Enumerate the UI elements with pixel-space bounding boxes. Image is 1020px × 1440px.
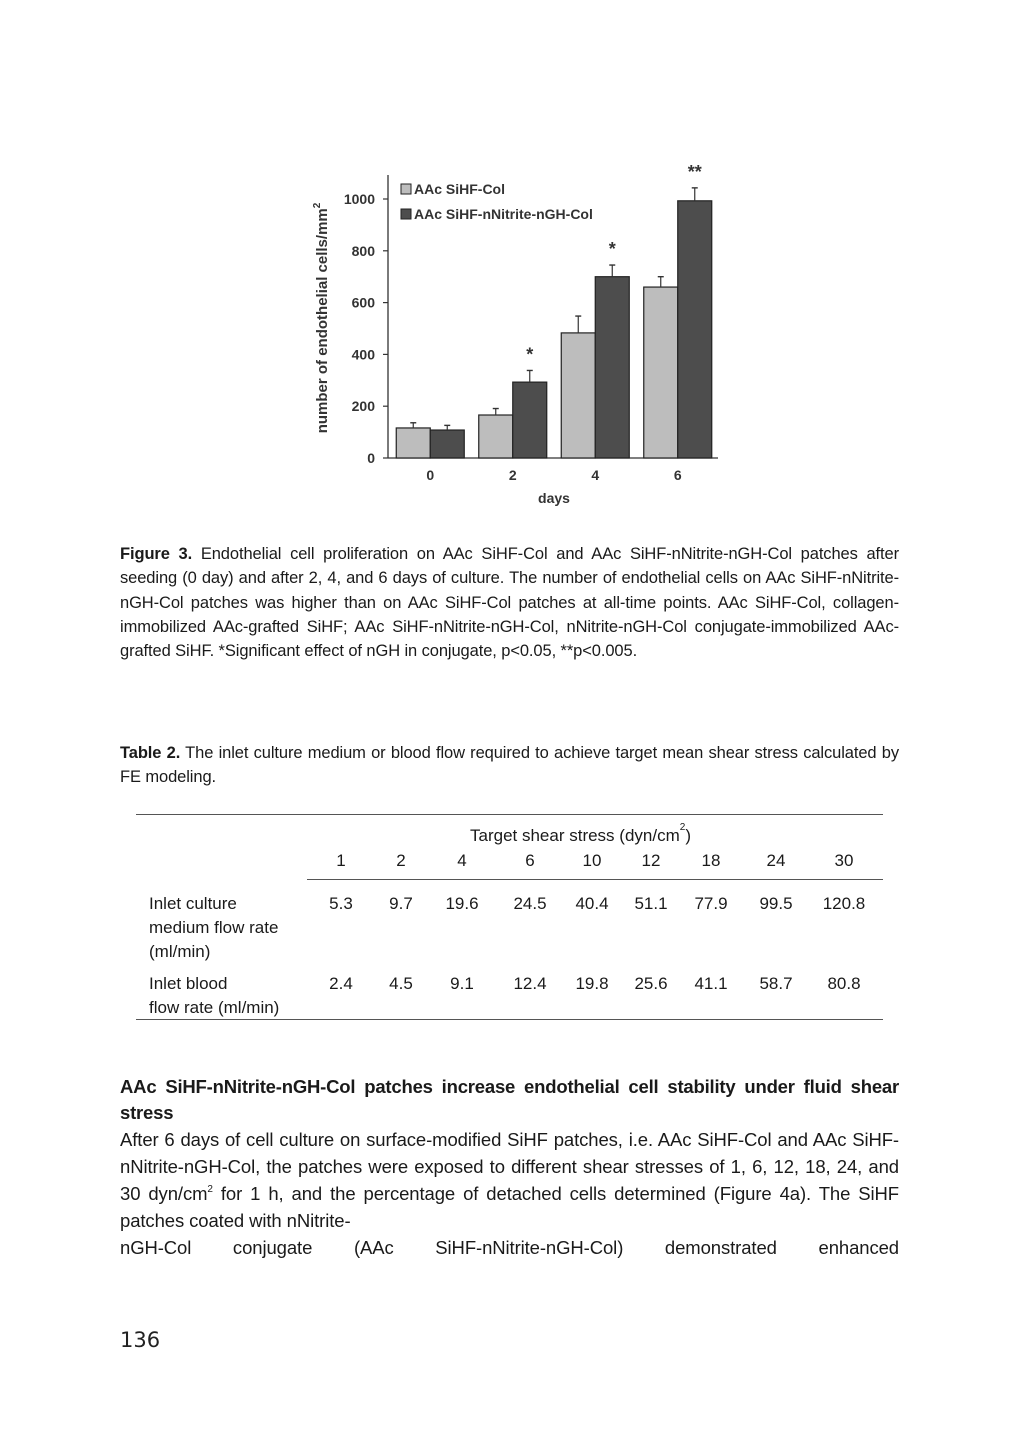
- table-cell: 40.4: [575, 894, 609, 913]
- column-header: 2: [396, 851, 406, 870]
- y-tick-label: 600: [351, 294, 375, 311]
- y-tick-label: 0: [367, 450, 375, 466]
- chart-svg: [300, 160, 730, 510]
- column-header: 18: [701, 851, 721, 870]
- row-label-line: (ml/min): [149, 942, 211, 961]
- row-label-line: medium flow rate: [149, 918, 279, 937]
- legend-label: AAc SiHF-Col: [414, 181, 505, 197]
- column-header: 12: [641, 851, 661, 870]
- legend-label: AAc SiHF-nNitrite-nGH-Col: [414, 206, 593, 222]
- bar-sihf-col-day-6: [644, 287, 678, 458]
- significance-marker: **: [687, 161, 702, 182]
- significance-marker: *: [526, 344, 534, 365]
- row-label-line: flow rate (ml/min): [149, 998, 280, 1017]
- column-header: 30: [834, 851, 854, 870]
- x-tick-label: 2: [508, 467, 517, 483]
- body-sup: 2: [207, 1184, 213, 1195]
- table-caption-text: The inlet culture medium or blood flow required to achieve target mean shear stress calculated by FE modeling.: [120, 744, 899, 787]
- section-body: [120, 1126, 899, 1261]
- x-axis-label: days: [538, 490, 570, 506]
- group-header-text: Target shear stress (dyn/cm: [470, 826, 680, 845]
- bar-sihf-nnitrite-day-2: [513, 382, 547, 458]
- table-cell: 24.5: [513, 894, 547, 913]
- table-cell: 41.1: [694, 974, 728, 993]
- x-tick-label: 4: [591, 467, 600, 483]
- column-header: 4: [457, 851, 467, 870]
- table-cell: 9.7: [389, 894, 413, 913]
- data-table: [136, 814, 883, 1020]
- y-tick-label: 1000: [343, 191, 375, 207]
- group-header-sup: 2: [679, 822, 686, 833]
- legend-swatch: [401, 184, 411, 194]
- table-cell: 4.5: [389, 974, 413, 993]
- row-label: [149, 892, 278, 964]
- table-cell: 9.1: [450, 974, 474, 993]
- column-header: 1: [336, 851, 346, 870]
- body-text-part1: After 6 days of cell culture on surface-modified SiHF patches, i.e. AAc SiHF-Col and AAc SiHF-nNitrite-nGH-Col, the patches were exposed to different shear stresses of 1, 6, 12, 18, 24, and 30 dyn/cm: [120, 1129, 899, 1204]
- chart-legend: [401, 181, 593, 222]
- page-number: 136: [120, 1328, 161, 1352]
- column-header: 10: [582, 851, 602, 870]
- table-cell: 120.8: [822, 894, 866, 913]
- significance-marker: *: [608, 239, 616, 260]
- body-text-last-line: nGH-Col conjugate (AAc SiHF-nNitrite-nGH-Col) demonstrated enhanced: [120, 1237, 899, 1258]
- figure-caption-text: Endothelial cell proliferation on AAc SiHF-Col and AAc SiHF-nNitrite-nGH-Col patches after seeding (0 day) and after 2, 4, and 6 days of culture. The number of endothelial cells on AAc SiHF-nNitrite-nGH-Col patches was higher than on AAc SiHF-Col patches at all-time points. AAc SiHF-Col, collagen-immobilized AAc-grafted SiHF; AAc SiHF-nNitrite-nGH-Col, nNitrite-nGH-Col conjugate-immobilized AAc-grafted SiHF. *Significant effect of nGH in conjugate, p<0.05, **p<0.005.: [120, 545, 899, 661]
- table-cell: 5.3: [329, 894, 353, 913]
- table-group-header: [470, 822, 691, 846]
- figure-3-bar-chart: [300, 160, 730, 510]
- y-axis-label: number of endothelial cells/$mm^2$: [312, 202, 331, 434]
- x-tick-label: 0: [426, 467, 435, 483]
- y-tick-label: 800: [351, 242, 375, 259]
- bar-sihf-col-day-0: [396, 428, 430, 458]
- figure-label: Figure 3.: [120, 545, 193, 563]
- table-cell: 25.6: [634, 974, 668, 993]
- table-cell: 58.7: [759, 974, 793, 993]
- bar-sihf-col-day-4: [561, 333, 595, 458]
- table-cell: 51.1: [634, 894, 668, 913]
- x-tick-label: 6: [673, 467, 682, 483]
- bar-sihf-col-day-2: [479, 415, 513, 458]
- table-cell: 77.9: [694, 894, 728, 913]
- group-header-end: ): [685, 826, 691, 845]
- table-cell: 2.4: [329, 974, 353, 993]
- table-cell: 99.5: [759, 894, 793, 913]
- figure-caption: [120, 542, 899, 663]
- row-label: [149, 972, 279, 1020]
- table-cell: 80.8: [827, 974, 861, 993]
- body-text-part2: for 1 h, and the percentage of detached cells determined (Figure 4a). The SiHF patches coated with nNitrite-: [120, 1183, 899, 1231]
- section-heading: AAc SiHF-nNitrite-nGH-Col patches increase endothelial cell stability under fluid shear stress: [120, 1076, 899, 1123]
- column-header: 24: [766, 851, 786, 870]
- y-tick-label: 200: [351, 398, 375, 415]
- chart-bars: [396, 188, 712, 458]
- bar-sihf-nnitrite-day-0: [430, 430, 464, 458]
- table-cell: 19.8: [575, 974, 609, 993]
- bar-sihf-nnitrite-day-4: [595, 277, 629, 458]
- table-caption: [120, 741, 899, 790]
- table-label: Table 2.: [120, 744, 181, 762]
- row-label-line: Inlet culture: [149, 894, 237, 913]
- table-cell: 19.6: [445, 894, 479, 913]
- legend-swatch: [401, 209, 411, 219]
- row-label-line: Inlet blood: [149, 974, 228, 993]
- column-header: 6: [525, 851, 535, 870]
- bar-sihf-nnitrite-day-6: [678, 201, 712, 458]
- table-cell: 12.4: [513, 974, 547, 993]
- y-tick-label: 400: [351, 346, 375, 363]
